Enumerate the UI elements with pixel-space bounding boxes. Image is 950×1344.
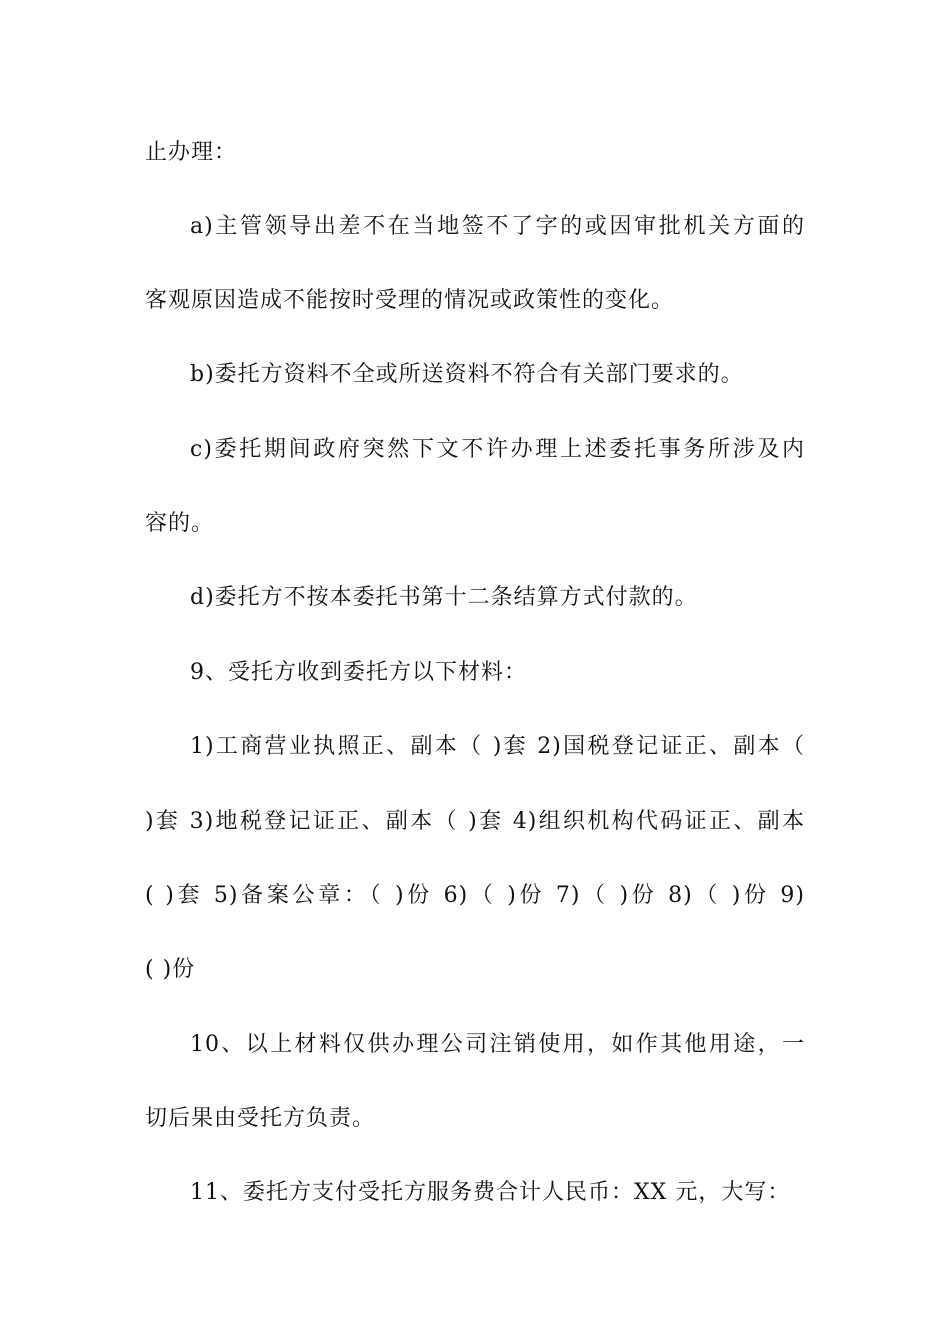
- clause-d: d)委托方不按本委托书第十二条结算方式付款的。: [190, 585, 698, 610]
- item-10-line-2: 切后果由受托方负责。: [145, 1106, 376, 1131]
- clause-c-line-1: c)委托期间政府突然下文不许办理上述委托事务所涉及内: [190, 437, 805, 462]
- clause-a-line-1: a)主管领导出差不在当地签不了字的或因审批机关方面的: [190, 214, 805, 239]
- clause-b: b)委托方资料不全或所送资料不符合有关部门要求的。: [190, 362, 744, 387]
- materials-line-1: 1)工商营业执照正、副本（ )套 2)国税登记证正、副本（: [190, 734, 805, 759]
- materials-line-4: ( )份: [145, 957, 196, 982]
- item-9-heading: 9、受托方收到委托方以下材料：: [190, 660, 527, 685]
- clause-c-line-2: 容的。: [145, 511, 215, 536]
- text-line-continuation: 止办理：: [145, 140, 238, 165]
- item-11-line-1: 11、委托方支付受托方服务费合计人民币：XX 元，大写：: [190, 1180, 791, 1205]
- clause-a-line-2: 客观原因造成不能按时受理的情况或政策性的变化。: [145, 288, 675, 313]
- materials-line-3: ( )套 5)备案公章：（ )份 6)（ )份 7)（ )份 8)（ )份 9): [145, 883, 805, 908]
- item-10-line-1: 10、以上材料仅供办理公司注销使用，如作其他用途，一: [190, 1032, 805, 1057]
- materials-line-2: )套 3)地税登记证正、副本（ )套 4)组织机构代码证正、副本: [145, 809, 805, 834]
